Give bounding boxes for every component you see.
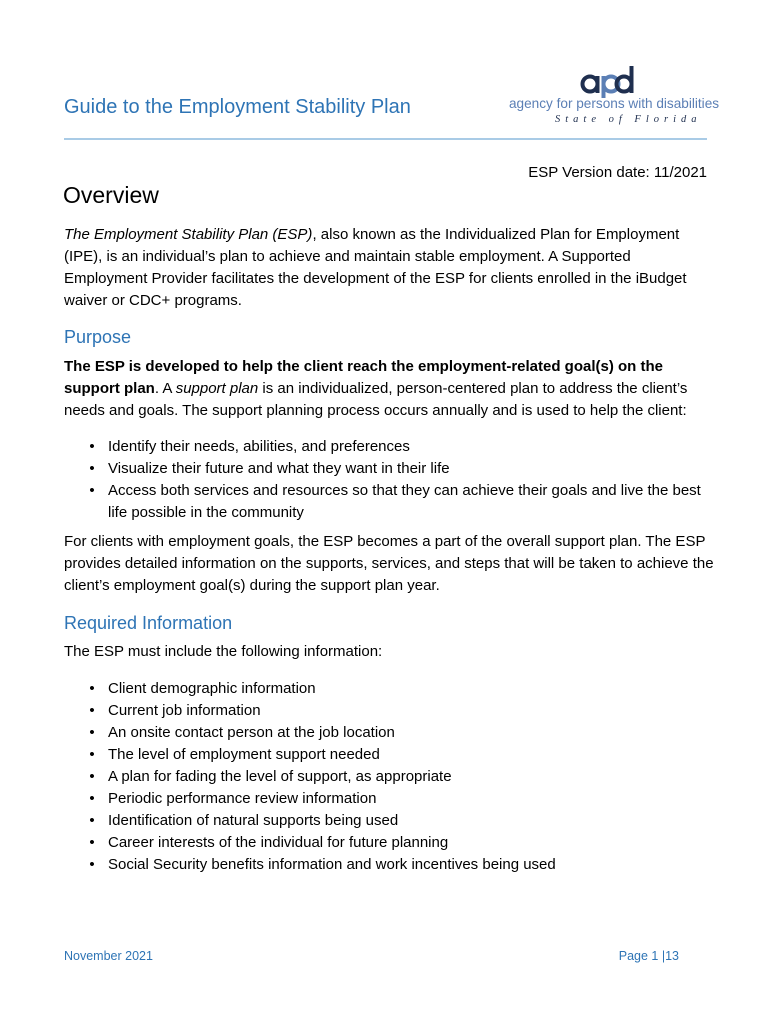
purpose-heading: Purpose xyxy=(64,327,132,347)
bullet-icon: • xyxy=(89,702,95,719)
purpose-paragraph: The ESP is developed to help the client reach the employment-related goal(s) on the support plan. A support plan is an individualized, person-centered plan to address the client’s needs and goals. The support planning process occurs annually and is used to help the client: xyxy=(64,358,688,419)
list-item: • Identification of natural supports being used xyxy=(64,810,714,832)
required-bullet-list xyxy=(64,678,714,876)
esp-term: The Employment Stability Plan (ESP) xyxy=(64,226,313,243)
list-item: • Career interests of the individual for future planning xyxy=(64,832,714,854)
version-date: ESP Version date: 11/2021 xyxy=(528,164,707,181)
bullet-icon: • xyxy=(89,812,95,829)
bullet-icon: • xyxy=(89,768,95,785)
logo-agency-name: agency for persons with disabilities xyxy=(509,96,720,111)
list-item: • The level of employment support needed xyxy=(64,744,714,766)
list-item: • An onsite contact person at the job location xyxy=(64,722,714,744)
logo-state-name: State of Florida xyxy=(555,114,702,125)
bullet-icon: • xyxy=(89,834,95,851)
list-item: • A plan for fading the level of support, as appropriate xyxy=(64,766,714,788)
employment-goals-paragraph: For clients with employment goals, the ESP becomes a part of the overall support plan. The ESP provides detailed information on the supports, services, and steps that will be taken to achieve the client’s employment goal(s) during the support plan year. xyxy=(64,533,714,594)
bullet-icon: • xyxy=(89,482,95,499)
list-item: • Current job information xyxy=(64,700,714,722)
document-title: Guide to the Employment Stability Plan xyxy=(64,96,411,118)
overview-paragraph: The Employment Stability Plan (ESP), also known as the Individualized Plan for Employment (IPE), is an individual’s plan to achieve and maintain stable employment. A Supported Employment Provider facilitates the development of the ESP for clients enrolled in the iBudget waiver or CDC+ programs. xyxy=(64,226,687,309)
list-item: • Social Security benefits information and work incentives being used xyxy=(64,854,714,876)
bullet-icon: • xyxy=(89,460,95,477)
required-intro: The ESP must include the following information: xyxy=(64,643,383,660)
bullet-icon: • xyxy=(89,856,95,873)
list-item: • Access both services and resources so that they can achieve their goals and live the best life possible in the community xyxy=(64,480,714,524)
apd-logo-mark-icon xyxy=(506,64,711,98)
list-item: • Visualize their future and what they want in their life xyxy=(64,458,714,480)
bullet-icon: • xyxy=(89,438,95,455)
list-item: • Identify their needs, abilities, and preferences xyxy=(64,436,714,458)
bullet-icon: • xyxy=(89,680,95,697)
footer-date: November 2021 xyxy=(64,949,153,963)
bullet-icon: • xyxy=(89,746,95,763)
bullet-icon: • xyxy=(89,724,95,741)
support-plan-term: support plan xyxy=(175,380,259,397)
list-item: • Periodic performance review information xyxy=(64,788,714,810)
purpose-bullet-list xyxy=(64,436,714,524)
overview-heading: Overview xyxy=(63,182,159,208)
bullet-icon: • xyxy=(89,790,95,807)
footer-page-number: Page 1 |13 xyxy=(618,949,679,963)
header-divider xyxy=(64,138,707,140)
purpose-bold-statement: The ESP is developed to help the client reach the employment-related goal(s) on the support plan xyxy=(64,358,664,397)
list-item: • Client demographic information xyxy=(64,678,714,700)
required-information-heading: Required Information xyxy=(64,613,233,633)
apd-logo xyxy=(506,64,720,130)
